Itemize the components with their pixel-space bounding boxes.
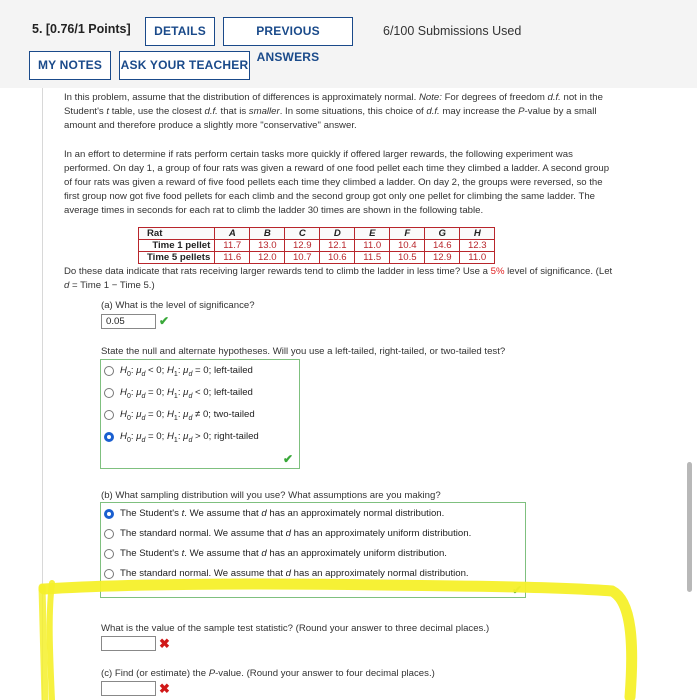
table-cell: 10.7 [285,252,320,264]
table-cell: 12.9 [425,252,460,264]
part-b-prompt: (b) What sampling distribution will you use? What assumptions are you making? [101,490,441,501]
table-cell: 11.6 [215,252,250,264]
table-header-row [139,228,495,240]
table-cell: 11.7 [215,240,250,252]
incorrect-icon: ✖ [159,636,170,651]
table-header-cell: A [215,228,250,240]
check-icon: ✔ [283,452,294,466]
table-cell: 11.0 [355,240,390,252]
table-header-cell: H [460,228,495,240]
table-cell: 10.4 [390,240,425,252]
scenario-line-2: performed. On day 1, a group of four rats was given a reward of one food pellet each time they climbed a ladder. A second group [64,163,610,174]
hypothesis-radio[interactable] [104,366,114,376]
table-cell: 10.6 [320,252,355,264]
part-a-prompt: (a) What is the level of significance? [101,300,255,311]
hypothesis-option-label: $H_0$: $\mu_d = 0$; $H_1$: $\mu_d > 0$; right-tailed [120,431,259,444]
table-header-cell: F [390,228,425,240]
table-cell: 10.5 [390,252,425,264]
ask-teacher-button[interactable]: ASK YOUR TEACHER [119,51,250,80]
distribution-radio[interactable] [104,549,114,559]
table-header-cell: D [320,228,355,240]
table-cell: 12.1 [320,240,355,252]
highlighter-stroke [42,587,45,700]
scenario-line-1: In an effort to determine if rats perform certain tasks more quickly if offered larger rewards, the following experiment was [64,149,573,160]
hypothesis-radio[interactable] [104,388,114,398]
table-cell: 11.5 [355,252,390,264]
distribution-option-label: The standard normal. We assume that d has an approximately uniform distribution. [120,528,472,539]
significance-input[interactable]: 0.05 [101,314,156,329]
table-cell: 12.3 [460,240,495,252]
question-line-2: d = Time 1 − Time 5.) [64,280,155,291]
scrollbar-thumb[interactable] [687,462,692,592]
row-label: Time 5 pellets [139,252,215,264]
scenario-line-5: average times in seconds for each rat to climb the ladder 30 times are shown in the following table. [64,205,484,216]
distribution-radio[interactable] [104,509,114,519]
hypothesis-radio[interactable] [104,432,114,442]
part-c-prompt: (c) Find (or estimate) the P-value. (Round your answer to four decimal places.) [101,668,435,679]
hypotheses-prompt: State the null and alternate hypotheses. Will you use a left-tailed, right-tailed, or two-tailed test? [101,346,506,357]
table-row [139,252,495,264]
details-button[interactable]: DETAILS [145,17,215,46]
highlighter-stroke [50,583,52,700]
scenario-line-4: first group now got five food pellets for each climb and the second group got only one pellet for climbing the same ladder. The [64,191,595,202]
distribution-radio[interactable] [104,529,114,539]
question-line-1: Do these data indicate that rats receiving larger rewards tend to climb the ladder in less time? Use a 5% level of significance. (Let [64,266,613,277]
intro-line-3: amount and therefore produce a slightly more "conservative" answer. [64,120,357,131]
test-statistic-input[interactable] [101,636,156,651]
submissions-used: 6/100 Submissions Used [383,24,522,38]
table-cell: 13.0 [250,240,285,252]
incorrect-icon: ✖ [159,681,170,696]
intro-line-1: In this problem, assume that the distribution of differences is approximately normal. Note: For degrees of freedom d.f. not in the [64,92,603,103]
p-value-input[interactable] [101,681,156,696]
table-cell: 14.6 [425,240,460,252]
table-row [139,240,495,252]
hypothesis-option-label: $H_0$: $\mu_d < 0$; $H_1$: $\mu_d = 0$; left-tailed [120,365,253,378]
check-icon: ✔ [159,314,170,328]
table-cell: 11.0 [460,252,495,264]
my-notes-button[interactable]: MY NOTES [29,51,111,80]
question-number: 5. [0.76/1 Points] [32,22,131,36]
hypothesis-radio[interactable] [104,410,114,420]
distribution-option-label: The Student's t. We assume that d has an approximately normal distribution. [120,508,445,519]
previous-answers-button[interactable]: PREVIOUS ANSWERS [223,17,353,46]
check-icon: ✔ [512,583,523,597]
hypothesis-option-label: $H_0$: $\mu_d = 0$; $H_1$: $\mu_d < 0$; left-tailed [120,387,253,400]
test-statistic-prompt: What is the value of the sample test statistic? (Round your answer to three decimal places.) [101,623,490,634]
row-label: Time 1 pellet [139,240,215,252]
distribution-option-label: The standard normal. We assume that d has an approximately normal distribution. [120,568,469,579]
table-header-cell: B [250,228,285,240]
hypothesis-option-label: $H_0$: $\mu_d = 0$; $H_1$: $\mu_d \ne 0$; two-tailed [120,409,255,422]
rat-times-table [138,227,495,264]
table-cell: 12.9 [285,240,320,252]
distribution-option-label: The Student's t. We assume that d has an approximately uniform distribution. [120,548,447,559]
scenario-line-3: of four rats was given a reward of five food pellets each time they climbed a ladder. On day 2, the groups were reversed, so the [64,177,603,188]
table-header-cell: G [425,228,460,240]
intro-line-2: Student's t table, use the closest d.f. that is smaller. In some situations, this choice of d.f. may increase the P-value by a small [64,106,597,117]
table-header-cell: C [285,228,320,240]
table-corner: Rat [139,228,215,240]
table-cell: 12.0 [250,252,285,264]
table-header-cell: E [355,228,390,240]
